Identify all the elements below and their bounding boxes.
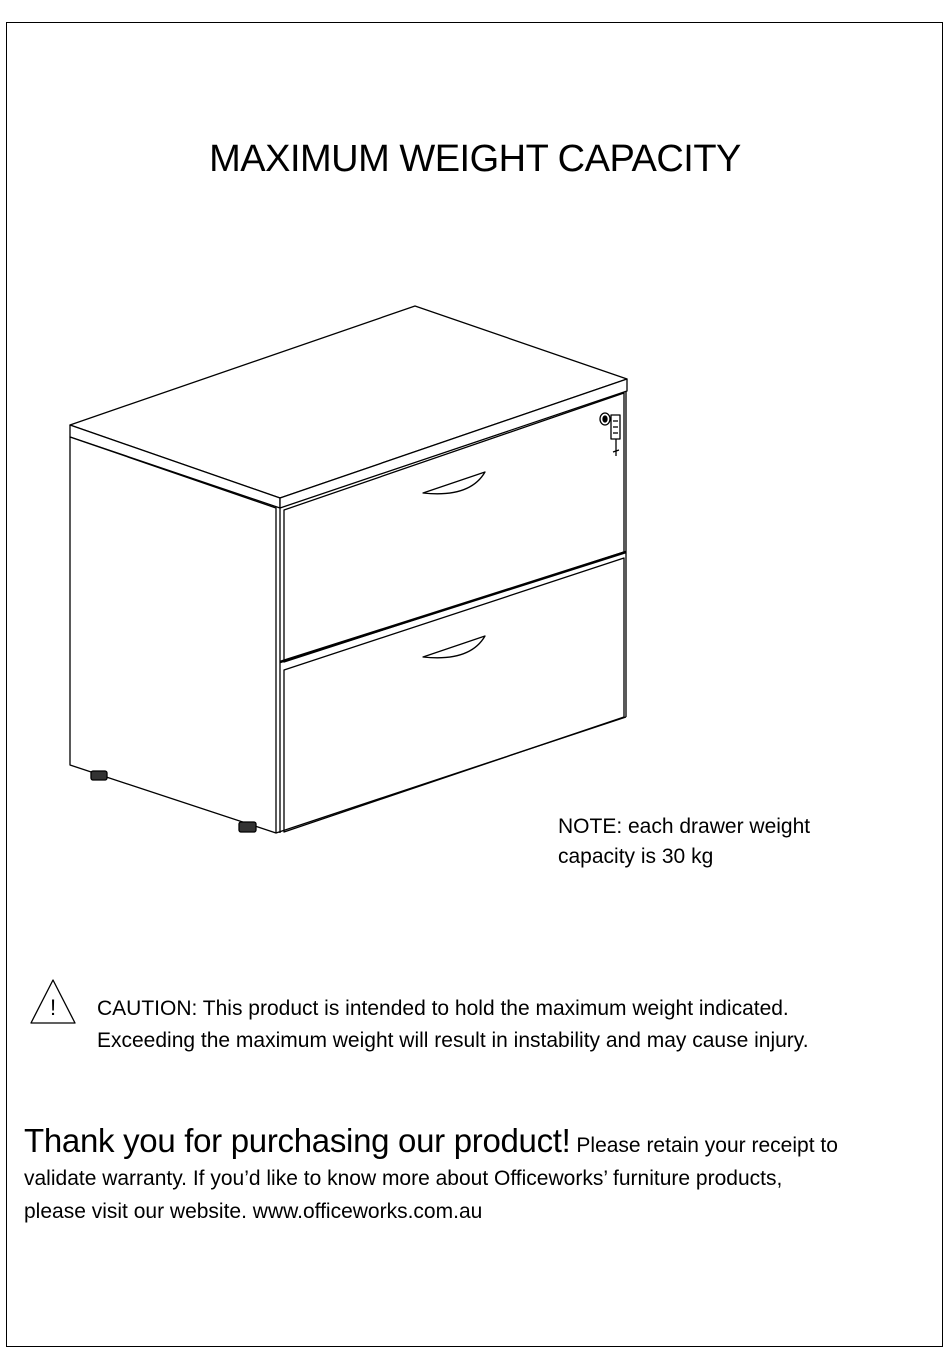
thank-you-paragraph [24, 1124, 924, 1228]
thanks-headline: Thank you for purchasing our product! [24, 1122, 571, 1159]
filing-cabinet-illustration [60, 296, 640, 851]
thanks-line-3: please visit our website. www.officeworks.com.au [24, 1200, 483, 1223]
page-title: MAXIMUM WEIGHT CAPACITY [209, 138, 741, 180]
note-line-2: capacity is 30 kg [558, 845, 714, 868]
caution-line-2: Exceeding the maximum weight will result in instability and may cause injury. [97, 1029, 809, 1052]
note-line-1: NOTE: each drawer weight [558, 815, 811, 838]
thanks-line-1 [24, 1124, 924, 1162]
caution-line-1: CAUTION: This product is intended to hold the maximum weight indicated. [97, 997, 789, 1020]
thanks-line-2: validate warranty. If you’d like to know more about Officeworks’ furniture products, [24, 1167, 783, 1190]
svg-text:!: ! [49, 995, 57, 1020]
warning-triangle-icon [28, 978, 78, 1031]
caution-text [97, 993, 809, 1057]
thanks-line-1-rest: Please retain your receipt to [570, 1134, 838, 1157]
drawer-capacity-note [558, 812, 810, 872]
